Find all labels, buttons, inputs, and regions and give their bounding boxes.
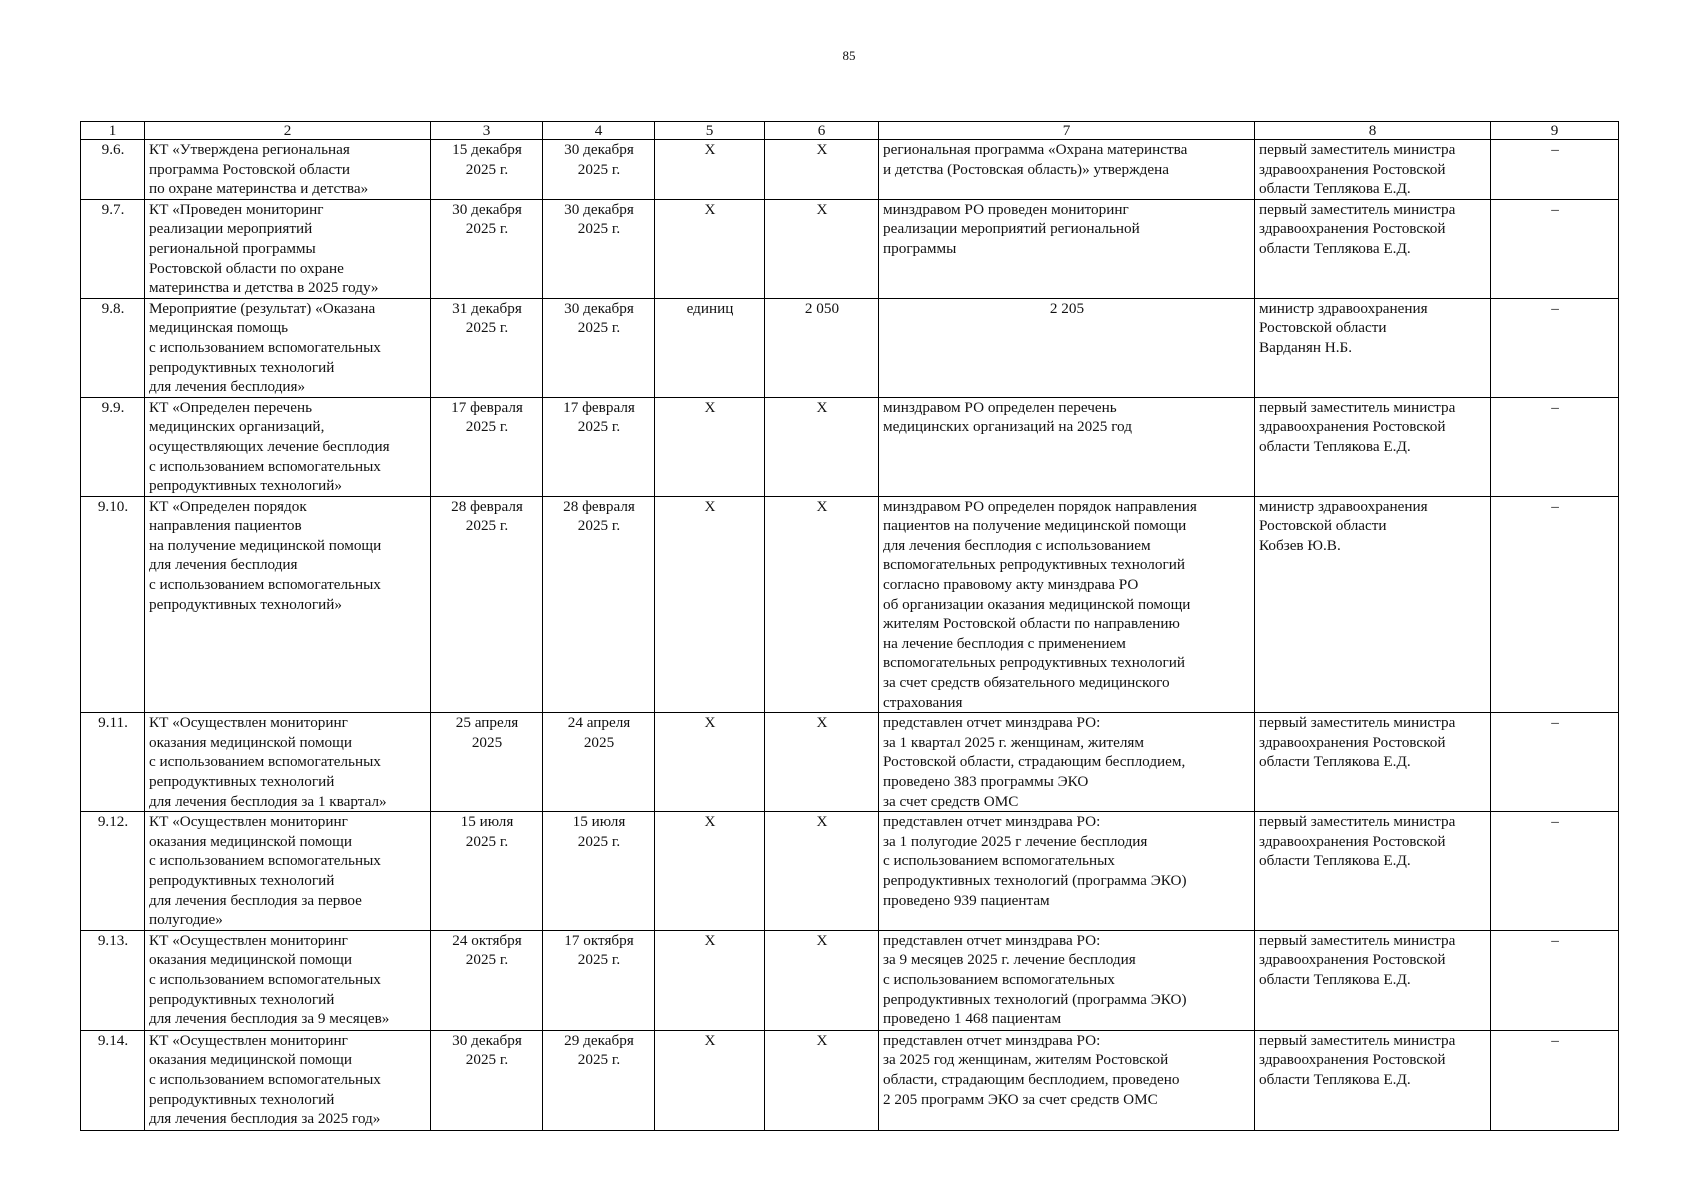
unit-of-measure: Х [655,397,765,496]
end-date: 30 декабря 2025 г. [543,199,655,298]
result-description: представлен отчет минздрава РО: за 2025 год женщинам, жителям Ростовской области, страдающим бесплодием, проведено 2 205 программ ЭКО за счет средств ОМС [879,1030,1255,1130]
end-date: 28 февраля 2025 г. [543,496,655,713]
event-name: КТ «Осуществлен мониторинг оказания медицинской помощи с использованием вспомогательных репродуктивных технологий для лечения бесплодия за первое полугодие» [145,812,431,931]
column-header: 3 [431,122,543,140]
planned-value: Х [765,930,879,1030]
event-name: КТ «Проведен мониторинг реализации мероприятий региональной программы Ростовской области по охране материнства и детства в 2025 году» [145,199,431,298]
column-number-row [81,122,1619,140]
event-name: КТ «Определен перечень медицинских организаций, осуществляющих лечение бесплодия с использованием вспомогательных репродуктивных технологий» [145,397,431,496]
planned-value: 2 050 [765,298,879,397]
start-date: 17 февраля 2025 г. [431,397,543,496]
start-date: 25 апреля 2025 [431,713,543,812]
table-row [81,140,1619,200]
planned-value: Х [765,1030,879,1130]
result-description: представлен отчет минздрава РО: за 9 месяцев 2025 г. лечение бесплодия с использованием вспомогательных репродуктивных технологий (программа ЭКО) проведено 1 468 пациентам [879,930,1255,1030]
end-date: 17 октября 2025 г. [543,930,655,1030]
unit-of-measure: Х [655,199,765,298]
row-number: 9.11. [81,713,145,812]
table-row [81,1030,1619,1130]
plan-table [80,121,1619,1131]
table-row [81,298,1619,397]
note-value: – [1491,1030,1619,1130]
event-name: КТ «Утверждена региональная программа Ростовской области по охране материнства и детства» [145,140,431,200]
page-number: 85 [842,48,856,63]
start-date: 31 декабря 2025 г. [431,298,543,397]
row-number: 9.6. [81,140,145,200]
note-value: – [1491,298,1619,397]
table-row [81,713,1619,812]
note-value: – [1491,496,1619,713]
unit-of-measure: Х [655,812,765,931]
planned-value: Х [765,812,879,931]
event-name: КТ «Осуществлен мониторинг оказания медицинской помощи с использованием вспомогательных репродуктивных технологий для лечения бесплодия за 9 месяцев» [145,930,431,1030]
row-number: 9.7. [81,199,145,298]
responsible-person: первый заместитель министра здравоохранения Ростовской области Теплякова Е.Д. [1255,713,1491,812]
end-date: 24 апреля 2025 [543,713,655,812]
result-description: представлен отчет минздрава РО: за 1 полугодие 2025 г лечение бесплодия с использованием вспомогательных репродуктивных технологий (программа ЭКО) проведено 939 пациентам [879,812,1255,931]
note-value: – [1491,812,1619,931]
responsible-person: первый заместитель министра здравоохранения Ростовской области Теплякова Е.Д. [1255,812,1491,931]
start-date: 24 октября 2025 г. [431,930,543,1030]
note-value: – [1491,713,1619,812]
start-date: 30 декабря 2025 г. [431,199,543,298]
column-header: 9 [1491,122,1619,140]
end-date: 17 февраля 2025 г. [543,397,655,496]
planned-value: Х [765,496,879,713]
responsible-person: министр здравоохранения Ростовской области Кобзев Ю.В. [1255,496,1491,713]
event-name: Мероприятие (результат) «Оказана медицинская помощь с использованием вспомогательных репродуктивных технологий для лечения бесплодия» [145,298,431,397]
table-body [81,140,1619,1131]
table-row [81,496,1619,713]
unit-of-measure: Х [655,496,765,713]
column-header: 7 [879,122,1255,140]
table-row [81,812,1619,931]
unit-of-measure: Х [655,713,765,812]
result-description: минздравом РО определен порядок направления пациентов на получение медицинской помощи для лечения бесплодия с использованием вспомогательных репродуктивных технологий согласно правовому акту минздрава РО об организации оказания медицинской помощи жителям Ростовской области по направлению на лечение бесплодия с применением вспомогательных репродуктивных технологий за счет средств обязательного медицинского страхования [879,496,1255,713]
result-description: минздравом РО проведен мониторинг реализации мероприятий региональной программы [879,199,1255,298]
column-header: 6 [765,122,879,140]
responsible-person: министр здравоохранения Ростовской области Варданян Н.Б. [1255,298,1491,397]
end-date: 29 декабря 2025 г. [543,1030,655,1130]
note-value: – [1491,930,1619,1030]
start-date: 30 декабря 2025 г. [431,1030,543,1130]
planned-value: Х [765,140,879,200]
event-name: КТ «Определен порядок направления пациентов на получение медицинской помощи для лечения бесплодия с использованием вспомогательных репродуктивных технологий» [145,496,431,713]
responsible-person: первый заместитель министра здравоохранения Ростовской области Теплякова Е.Д. [1255,397,1491,496]
responsible-person: первый заместитель министра здравоохранения Ростовской области Теплякова Е.Д. [1255,1030,1491,1130]
row-number: 9.14. [81,1030,145,1130]
unit-of-measure: Х [655,930,765,1030]
planned-value: Х [765,199,879,298]
event-name: КТ «Осуществлен мониторинг оказания медицинской помощи с использованием вспомогательных репродуктивных технологий для лечения бесплодия за 2025 год» [145,1030,431,1130]
unit-of-measure: Х [655,1030,765,1130]
unit-of-measure: единиц [655,298,765,397]
note-value: – [1491,199,1619,298]
result-description: минздравом РО определен перечень медицинских организаций на 2025 год [879,397,1255,496]
note-value: – [1491,397,1619,496]
result-description: 2 205 [879,298,1255,397]
result-description: представлен отчет минздрава РО: за 1 квартал 2025 г. женщинам, жителям Ростовской области, страдающим бесплодием, проведено 383 программы ЭКО за счет средств ОМС [879,713,1255,812]
unit-of-measure: Х [655,140,765,200]
row-number: 9.9. [81,397,145,496]
end-date: 15 июля 2025 г. [543,812,655,931]
event-name: КТ «Осуществлен мониторинг оказания медицинской помощи с использованием вспомогательных репродуктивных технологий для лечения бесплодия за 1 квартал» [145,713,431,812]
note-value: – [1491,140,1619,200]
column-header: 1 [81,122,145,140]
planned-value: Х [765,713,879,812]
row-number: 9.8. [81,298,145,397]
start-date: 15 декабря 2025 г. [431,140,543,200]
responsible-person: первый заместитель министра здравоохранения Ростовской области Теплякова Е.Д. [1255,140,1491,200]
column-header: 4 [543,122,655,140]
responsible-person: первый заместитель министра здравоохранения Ростовской области Теплякова Е.Д. [1255,199,1491,298]
end-date: 30 декабря 2025 г. [543,298,655,397]
row-number: 9.13. [81,930,145,1030]
column-header: 8 [1255,122,1491,140]
result-description: региональная программа «Охрана материнства и детства (Ростовская область)» утверждена [879,140,1255,200]
planned-value: Х [765,397,879,496]
column-header: 5 [655,122,765,140]
responsible-person: первый заместитель министра здравоохранения Ростовской области Теплякова Е.Д. [1255,930,1491,1030]
table-row [81,930,1619,1030]
end-date: 30 декабря 2025 г. [543,140,655,200]
row-number: 9.10. [81,496,145,713]
row-number: 9.12. [81,812,145,931]
table-row [81,397,1619,496]
start-date: 15 июля 2025 г. [431,812,543,931]
column-header: 2 [145,122,431,140]
table-row [81,199,1619,298]
start-date: 28 февраля 2025 г. [431,496,543,713]
